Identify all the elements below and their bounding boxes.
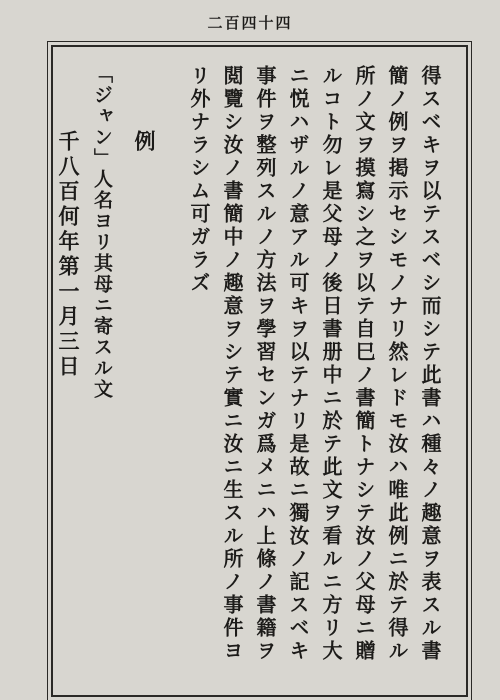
body-column-5: ニ悦ハザルノ意アル可キヲ以テナリ是故ニ獨汝ノ記スベキ bbox=[286, 65, 310, 663]
letter-title: 「ジャン」人名ヨリ其母ニ寄スル文 bbox=[91, 64, 113, 400]
body-column-1: 得スベキヲ以テスベシ而シテ此書ハ種々ノ趣意ヲ表スル書 bbox=[418, 65, 442, 663]
body-column-7: 閲覽シ汝ノ書簡中ノ趣意ヲシテ實ニ汝ニ生スル所ノ事件ヨ bbox=[220, 65, 244, 663]
body-column-4: ルコト勿レ是父母ノ後日書册中ニ於テ此文ヲ看ルニ方リ大 bbox=[319, 65, 343, 663]
body-column-3: 所ノ文ヲ摸寫シ之ヲ以テ自巳ノ書簡トナシテ汝ノ父母ニ贈 bbox=[352, 65, 376, 663]
body-column-8: リ外ナラシム可ガラズ bbox=[187, 65, 211, 295]
page-number: 二百四十四 bbox=[207, 14, 293, 32]
body-column-2: 簡ノ例ヲ掲示セシモノナリ然レドモ汝ハ唯此例ニ於テ得ル bbox=[385, 65, 409, 663]
letter-date: 千八百何年第一月三日 bbox=[56, 130, 81, 380]
example-heading: 例 bbox=[132, 130, 157, 154]
body-column-6: 事件ヲ整列スルノ方法ヲ學習センガ爲メニハ上條ノ書籍ヲ bbox=[253, 65, 277, 663]
